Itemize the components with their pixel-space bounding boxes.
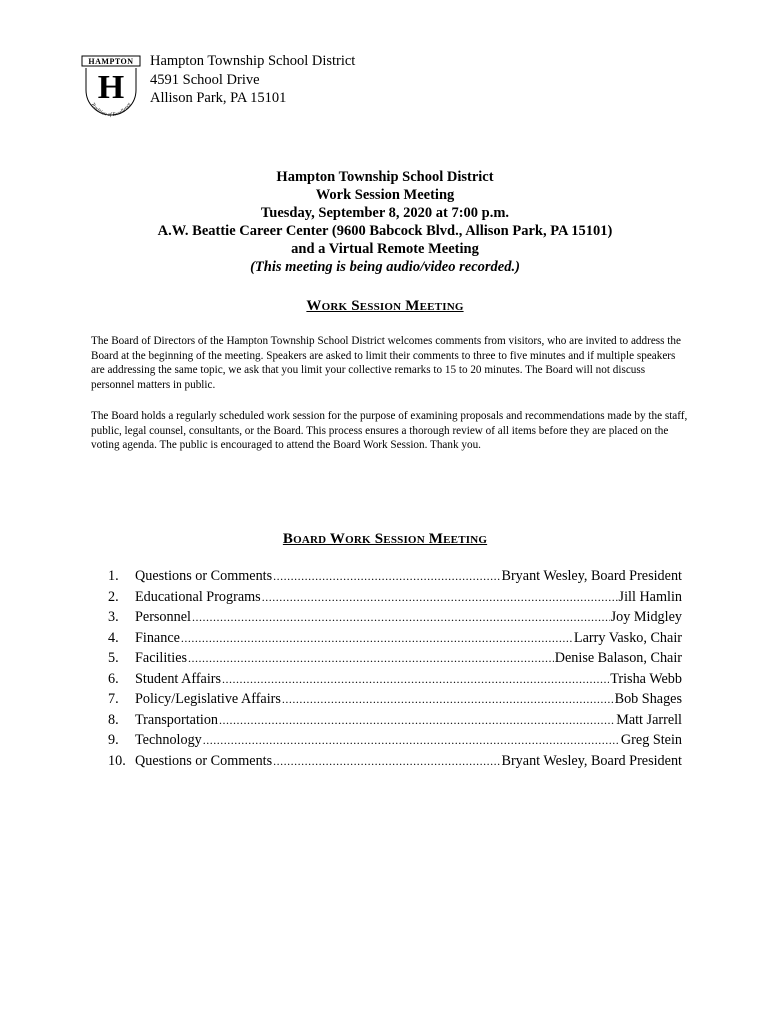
dot-leader [192,610,610,625]
visitor-comments-paragraph: The Board of Directors of the Hampton Township School District welcomes comments from visitors, who are invited to address the Board at the beginning of the meeting. Speakers are asked to limit their comments to three to five minutes and if multiple speakers are addressing the same topic, we ask that you limit your collective remarks to 15 to 20 minutes. The Board will not discuss personnel matters in public. [91,335,681,391]
agenda-item-number: 9. [108,732,119,748]
street-address: 4591 School Drive [150,71,260,88]
dot-leader [219,713,615,728]
agenda-item-label: Finance [135,629,180,646]
agenda-item-label: Educational Programs [135,588,261,605]
dot-leader [282,692,614,707]
agenda-item [108,630,682,651]
agenda-item-number: 1. [108,568,119,584]
agenda-item [108,671,682,692]
agenda-item [108,568,682,589]
dot-leader [181,631,573,646]
agenda-item-presenter: Bryant Wesley, Board President [501,568,682,584]
agenda-item [108,753,682,774]
meeting-title-block [0,168,770,276]
agenda-item-label: Technology [135,732,202,748]
agenda-item-label: Transportation [135,711,219,728]
work-session-heading: Work Session Meeting [306,298,464,314]
svg-text:Tradition of Excellence: Tradition of Excellence [89,101,133,119]
dot-leader [273,569,500,584]
title-recording-note: (This meeting is being audio/video recorded.) [250,259,520,275]
dot-leader [203,733,620,748]
dot-leader [222,672,609,687]
city-state-zip: Allison Park, PA 15101 [150,90,287,106]
agenda-item [108,732,682,753]
agenda-item-number: 8. [108,711,119,728]
agenda-item-number: 3. [108,609,119,625]
agenda-item-label: Facilities [135,650,188,666]
title-meeting-type: Work Session Meeting [315,187,455,203]
agenda-item-number: 5. [108,650,119,666]
agenda-item [108,691,682,712]
agenda-item-number: 4. [108,629,119,646]
agenda-item [108,712,682,733]
agenda-item [108,609,682,630]
work-session-purpose-paragraph: The Board holds a regularly scheduled work session for the purpose of examining proposals and recommendations made by the staff, public, legal counsel, consultants, or the Board. This process ensures a thorough review of all items before they are placed on the voting agenda. The public is encouraged to attend the Board Work Session. Thank you. [91,410,688,452]
title-virtual: and a Virtual Remote Meeting [291,241,479,257]
agenda-item-number: 7. [108,691,119,707]
district-name: Hampton Township School District [150,53,356,69]
agenda-item-label: Policy/Legislative Affairs [135,691,281,707]
agenda-item-presenter: Matt Jarrell [616,711,682,728]
agenda-item-presenter: Trisha Webb [610,670,682,687]
agenda-item-number: 2. [108,588,119,605]
agenda-item-number: 6. [108,670,119,687]
agenda-item-presenter: Bryant Wesley, Board President [501,752,682,769]
agenda-item-label: Personnel [135,609,191,625]
board-work-session-heading: Board Work Session Meeting [282,531,488,547]
agenda-item-presenter: Larry Vasko, Chair [573,629,682,646]
agenda-item-number: 10. [108,752,126,769]
title-location: A.W. Beattie Career Center (9600 Babcock Blvd., Allison Park, PA 15101) [157,223,613,239]
agenda-item-presenter: Joy Midgley [610,609,682,625]
dot-leader [273,754,500,769]
agenda-item-label: Questions or Comments [135,752,273,769]
dot-leader [188,651,554,666]
agenda-item-presenter: Greg Stein [620,732,682,748]
svg-text:HAMPTON: HAMPTON [88,57,134,66]
agenda-item-presenter: Jill Hamlin [618,588,682,605]
title-date-time: Tuesday, September 8, 2020 at 7:00 p.m. [260,205,510,221]
agenda-item-presenter: Denise Balason, Chair [554,650,682,666]
agenda-item [108,589,682,610]
dot-leader [262,590,618,605]
agenda-item-label: Questions or Comments [135,568,273,584]
hampton-logo-icon [80,54,142,120]
agenda-item-label: Student Affairs [135,670,222,687]
agenda-item [108,650,682,671]
title-district: Hampton Township School District [276,169,494,185]
district-address [150,52,355,108]
agenda-list [108,568,682,773]
agenda-item-presenter: Bob Shages [614,691,682,707]
svg-text:H: H [97,69,125,106]
